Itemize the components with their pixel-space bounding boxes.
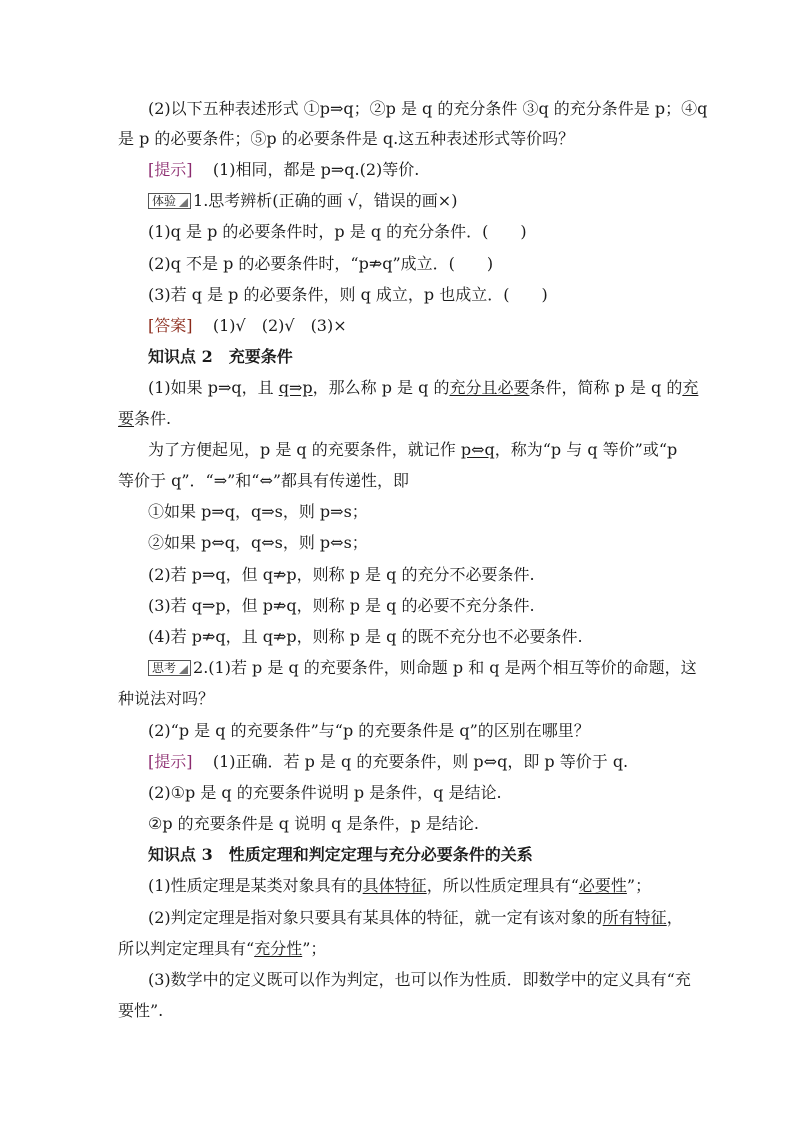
- hint-2-part-b: ②p 的充要条件是 q 说明 q 是条件，p 是结论.: [148, 814, 479, 833]
- kp3-item-2-line-2: 所以判定定理具有“充分性”；: [118, 939, 327, 958]
- experience-item-3: (3)若 q 是 p 的必要条件，则 q 成立，p 也成立．( ): [148, 285, 548, 304]
- experience-item-1: (1)q 是 p 的必要条件时，p 是 q 的充分条件．( ): [148, 222, 527, 241]
- kp2-item-4: (4)若 p⇏q，且 q⇏p，则称 p 是 q 的既不充分也不必要条件.: [148, 627, 583, 646]
- experience-heading: 1.思考辨析(正确的画 √，错误的画×): [193, 191, 458, 210]
- hint-2: [148, 752, 686, 772]
- knowledge-point-2-title: 知识点 2 充要条件: [148, 347, 293, 366]
- tiyan-tag: 体验: [148, 193, 191, 209]
- hint-label: [提示]: [148, 752, 193, 771]
- kp2-convention-line-1: 为了方便起见，p 是 q 的充要条件，就记作 p⇔q，称为“p 与 q 等价”或“p: [148, 440, 678, 459]
- answer: [148, 316, 686, 336]
- think-question-1-line-1: 思考 2.(1)若 p 是 q 的充要条件，则命题 p 和 q 是两个相互等价的命题，这: [148, 658, 686, 678]
- kp2-transitivity-1: ①如果 p⇒q，q⇒s，则 p⇒s；: [148, 502, 368, 521]
- knowledge-point-3-title: 知识点 3 性质定理和判定定理与充分必要条件的关系: [148, 845, 533, 864]
- answer-label: [答案]: [148, 316, 193, 335]
- kp2-definition-line-2: 要条件.: [118, 409, 172, 428]
- hint-1: [148, 160, 686, 180]
- experience-title: [148, 191, 686, 211]
- hint-text: (1)正确．若 p 是 q 的充要条件，则 p⇔q，即 p 等价于 q.: [212, 752, 629, 771]
- think-question-1-line-2: 种说法对吗？: [118, 689, 215, 708]
- kp2-item-3: (3)若 q⇒p，但 p⇏q，则称 p 是 q 的必要不充分条件.: [148, 596, 535, 615]
- kp2-transitivity-2: ②如果 p⇔q，q⇔s，则 p⇔s；: [148, 533, 368, 552]
- question-2-line-1: (2)以下五种表述形式 ①p⇒q；②p 是 q 的充分条件 ③q 的充分条件是 p；④q: [148, 99, 708, 118]
- experience-item-2: (2)q 不是 p 的必要条件时，“p⇏q”成立．( ): [148, 254, 494, 273]
- kp3-item-3-line-2: 要性”.: [118, 1001, 164, 1020]
- think-question-2: (2)“p 是 q 的充要条件”与“p 的充要条件是 q”的区别在哪里？: [148, 721, 590, 740]
- answer-text: (1)√ (2)√ (3)×: [212, 316, 347, 335]
- kp3-item-2-line-1: (2)判定定理是指对象只要具有某具体的特征，就一定有该对象的所有特征，: [148, 908, 683, 927]
- hint-2-part-a: (2)①p 是 q 的充要条件说明 p 是条件，q 是结论.: [148, 783, 502, 802]
- hint-text: (1)相同，都是 p⇒q.(2)等价.: [212, 160, 420, 179]
- hint-label: [提示]: [148, 160, 193, 179]
- kp2-item-2: (2)若 p⇒q，但 q⇏p，则称 p 是 q 的充分不必要条件.: [148, 565, 535, 584]
- kp3-item-3-line-1: (3)数学中的定义既可以作为判定，也可以作为性质．即数学中的定义具有“充: [148, 970, 691, 989]
- kp2-definition-line-1: (1)如果 p⇒q，且 q⇒p，那么称 p 是 q 的充分且必要条件，简称 p 是 q 的充: [148, 378, 699, 397]
- question-2-line-2: 是 p 的必要条件；⑤p 的必要条件是 q.这五种表述形式等价吗？: [118, 129, 575, 148]
- kp3-item-1: (1)性质定理是某类对象具有的具体特征，所以性质定理具有“必要性”；: [148, 876, 652, 895]
- sikao-tag: 思考: [148, 660, 191, 676]
- kp2-convention-line-2: 等价于 q”．“⇒”和“⇔”都具有传递性，即: [118, 471, 410, 490]
